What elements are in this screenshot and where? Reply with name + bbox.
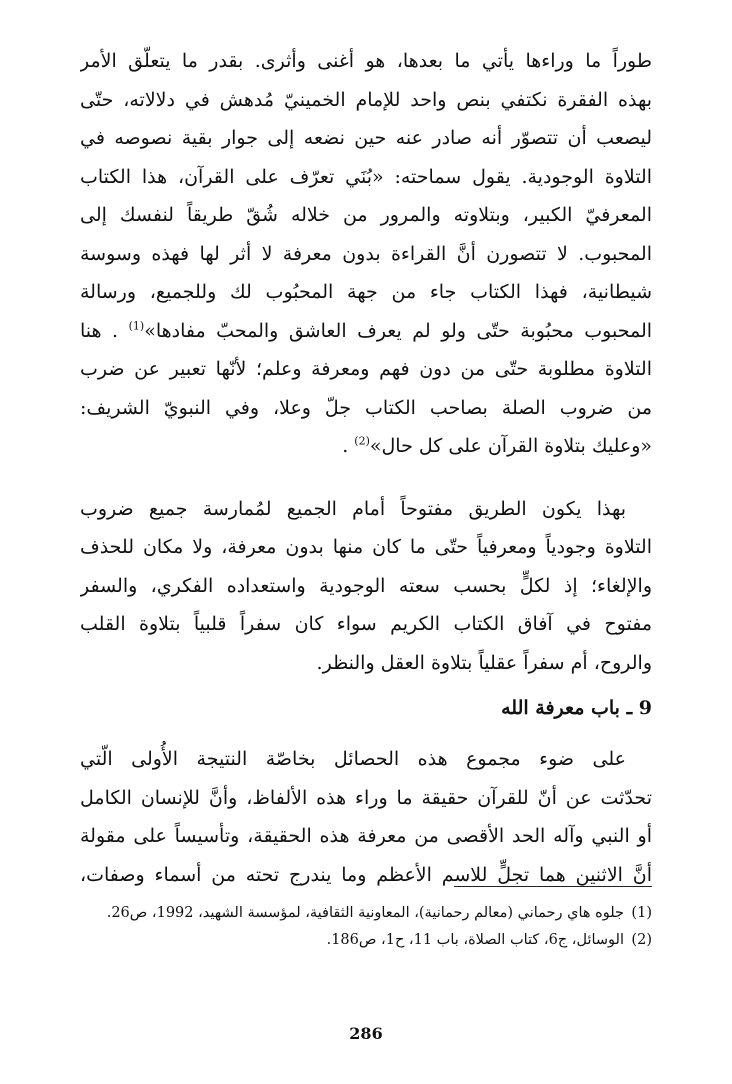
footnote-text: جلوه هاي رحماني (معالم رحمانية)، المعاونية الثقافية، لمؤسسة الشهيد، 1992، ص26. bbox=[106, 905, 624, 921]
paragraph-text: «وعليك بتلاوة القرآن على كل حال» bbox=[369, 435, 652, 457]
paragraph-line: التلاوة وجودياً ومعرفياً حتّى ما كان منها بدون معرفة، ولا مكان للحذف bbox=[80, 536, 652, 558]
footnote-reference[interactable]: (1) bbox=[128, 319, 145, 333]
paragraph-line: والروح، أم سفراً عقلياً بتلاوة العقل والنظر. bbox=[316, 651, 652, 674]
paragraph-spacer bbox=[80, 466, 652, 490]
paragraph-line-with-footnote bbox=[80, 312, 652, 351]
paragraph-2 bbox=[80, 490, 652, 683]
page-body bbox=[80, 42, 652, 894]
section-heading: 9 ـ باب معرفة الله bbox=[501, 697, 652, 719]
paragraph-text: . هنا bbox=[80, 319, 119, 342]
footnote-number: (2) bbox=[631, 932, 652, 948]
paragraph-3 bbox=[80, 740, 652, 894]
footnote-separator bbox=[454, 886, 652, 887]
paragraph-1 bbox=[80, 42, 652, 466]
paragraph-line: المعرفيّ الكبير، وبتلاوته والمرور من خلاله شُقّ طريقاً لنفسك إلى bbox=[80, 204, 652, 226]
page-number: 286 bbox=[349, 1024, 383, 1043]
paragraph-line: تحدّثت عن أنّ للقرآن حقيقة ما وراء هذه الألفاظ، وأنَّ للإنسان الكامل bbox=[80, 786, 652, 809]
paragraph-line: التلاوة الوجودية. يقول سماحته: «بُنَي تعرّف على القرآن، هذا الكتاب bbox=[80, 165, 652, 188]
paragraph-line-with-footnote bbox=[80, 427, 652, 466]
footnote-number: (1) bbox=[631, 905, 652, 921]
paragraph-line: والإلغاء؛ إذ لكلٍّ بحسب سعته الوجودية واستعداده الفكري، والسفر bbox=[80, 574, 652, 597]
paragraph-text: . bbox=[342, 435, 349, 457]
paragraph-line: ليصعب أن تتصوّر أنه صادر عنه حين نضعه إلى جوار بقية نصوصه في bbox=[80, 127, 652, 149]
paragraph-line: بهذه الفقرة نكتفي بنص واحد للإمام الخمينيّ مُدهش في دلالاته، حتّى bbox=[80, 88, 652, 111]
paragraph-line: بهذا يكون الطريق مفتوحاً أمام الجميع لمُمارسة جميع ضروب bbox=[80, 497, 626, 520]
paragraph-line: أو النبي وآله الحد الأقصى من معرفة هذه الحقيقة، وتأسيساً على مقولة bbox=[80, 825, 652, 847]
paragraph-line: على ضوء مجموع هذه الحصائل بخاصّة النتيجة الأُولى الّتي bbox=[80, 748, 626, 770]
paragraph-text: المحبوب محبُوبة حتّى ولو لم يعرف العاشق والمحبّ مفادها» bbox=[144, 319, 652, 342]
footnote-item bbox=[80, 927, 652, 954]
footnote-reference[interactable]: (2) bbox=[354, 434, 370, 448]
paragraph-line: طوراً ما وراءها يأتي ما بعدها، هو أغنى وأثرى. بقدر ما يتعلّق الأمر bbox=[80, 50, 652, 72]
footnote-item bbox=[80, 900, 652, 927]
footnotes bbox=[80, 900, 652, 954]
paragraph-line: التلاوة مطلوبة حتّى من دون فهم ومعرفة وعلم؛ لأنّها تعبير عن ضرب bbox=[80, 358, 652, 380]
paragraph-line: المحبوب. لا تتصورن أنَّ القراءة بدون معرفة لا أثر لها فهذه وسوسة bbox=[80, 242, 652, 265]
paragraph-line: مفتوح في آفاق الكتاب الكريم سواء كان سفراً قلبياً بتلاوة القلب bbox=[80, 613, 652, 635]
paragraph-line: شيطانية، فهذا الكتاب جاء من جهة المحبُوب لك وللجميع، ورسالة bbox=[80, 281, 652, 303]
paragraph-line: أنَّ الاثنين هما تجلٍّ للاسم الأعظم وما يندرج تحته من أسماء وصفات، bbox=[80, 863, 652, 886]
footnote-text: الوسائل، ج6، كتاب الصلاة، باب 11، ح1، ص186. bbox=[326, 932, 624, 948]
paragraph-line: من ضروب الصلة بصاحب الكتاب جلّ وعلا، وفي النبويّ الشريف: bbox=[80, 396, 652, 419]
